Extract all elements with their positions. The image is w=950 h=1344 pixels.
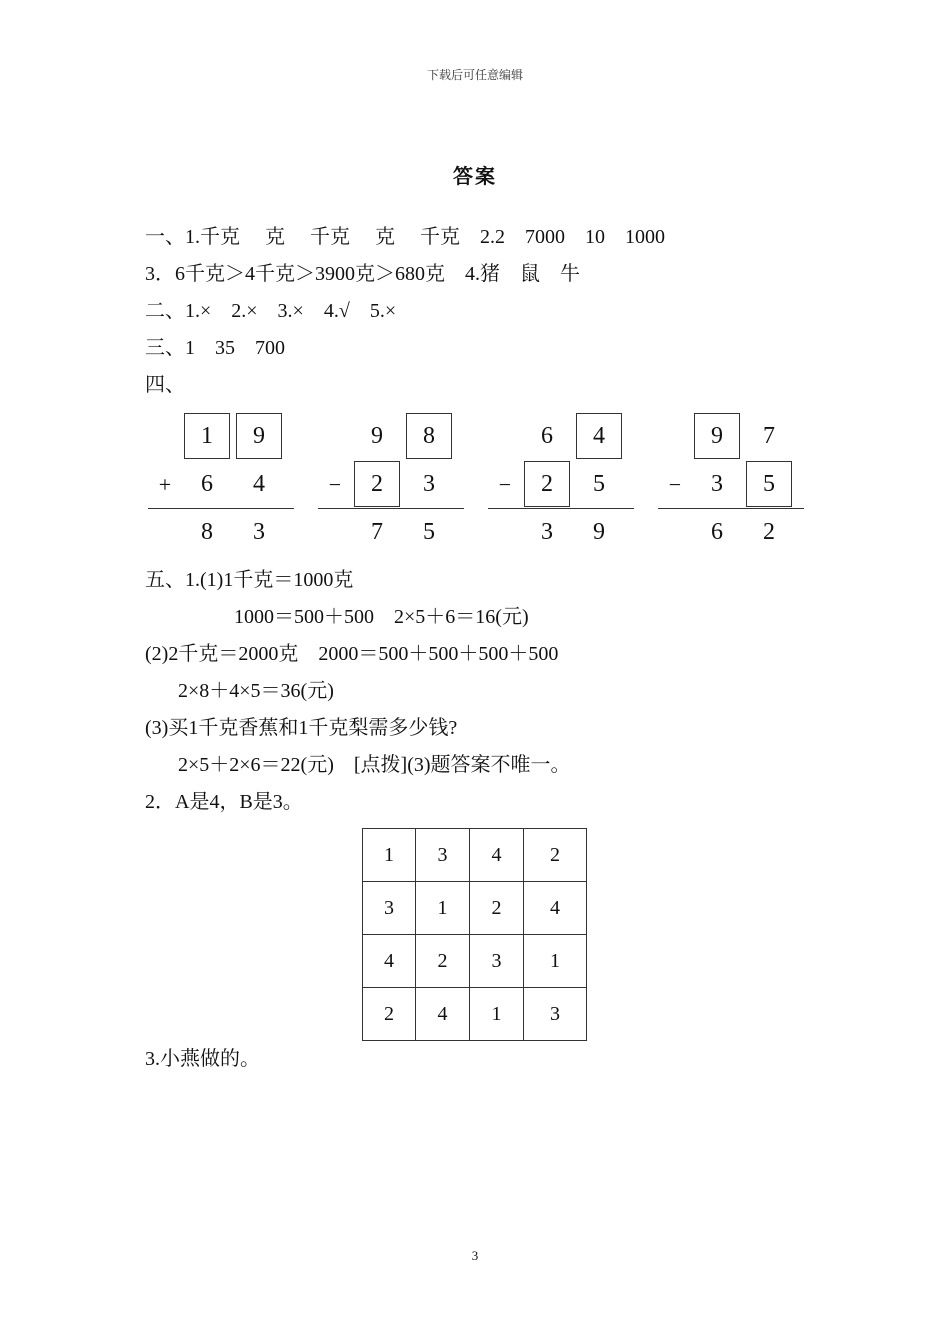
- grid-cell: 3: [470, 935, 524, 988]
- digit: 4: [253, 471, 265, 497]
- digit: 9: [371, 423, 383, 449]
- grid-cell: 2: [524, 829, 587, 882]
- number-grid: [362, 828, 587, 1041]
- answer-section-2: 二、1.× 2.× 3.× 4.√ 5.×: [145, 300, 397, 322]
- grid-cell: 2: [416, 935, 470, 988]
- answer-section-3: 三、1 35 700: [145, 337, 285, 359]
- arith-problem-2: [318, 410, 468, 545]
- digit-box: 9: [236, 413, 282, 459]
- grid-cell: 3: [416, 829, 470, 882]
- grid-row: [363, 829, 587, 882]
- answer-section-5-line-2: 1000＝500＋500 2×5＋6＝16(元): [234, 606, 529, 628]
- answer-section-5-line-8: 3.小燕做的。: [145, 1048, 260, 1070]
- digit-box: 2: [524, 461, 570, 507]
- grid-cell: 4: [524, 882, 587, 935]
- result-digit: 8: [201, 519, 213, 545]
- grid-row: [363, 882, 587, 935]
- page-number: 3: [471, 1248, 479, 1263]
- grid-cell: 2: [470, 882, 524, 935]
- result-digit: 3: [253, 519, 265, 545]
- page-title: 答案: [453, 166, 497, 188]
- digit-box: 4: [576, 413, 622, 459]
- digit: 3: [711, 471, 723, 497]
- digit: 6: [201, 471, 213, 497]
- operator: −: [328, 472, 342, 497]
- digit: 5: [593, 471, 605, 497]
- digit-box: 5: [746, 461, 792, 507]
- grid-cell: 4: [470, 829, 524, 882]
- answer-section-5-line-7: 2．A是4，B是3。: [145, 791, 303, 813]
- grid-cell: 3: [363, 882, 416, 935]
- digit: 7: [763, 423, 775, 449]
- arith-problem-3: [488, 410, 638, 545]
- digit-box: 9: [694, 413, 740, 459]
- grid-cell: 2: [363, 988, 416, 1041]
- result-digit: 5: [423, 519, 435, 545]
- grid-cell: 1: [363, 829, 416, 882]
- operator: −: [498, 472, 512, 497]
- answer-section-5-line-3: (2)2千克＝2000克 2000＝500＋500＋500＋500: [145, 643, 559, 665]
- grid-cell: 4: [363, 935, 416, 988]
- grid-cell: 4: [416, 988, 470, 1041]
- arith-problem-1: [148, 410, 298, 545]
- digit-box: 8: [406, 413, 452, 459]
- result-digit: 3: [541, 519, 553, 545]
- result-digit: 6: [711, 519, 723, 545]
- answer-section-5-line-1: 五、1.(1)1千克＝1000克: [145, 569, 354, 591]
- answer-section-5-line-4: 2×8＋4×5＝36(元): [178, 680, 334, 702]
- digit-box: 1: [184, 413, 230, 459]
- grid-cell: 1: [416, 882, 470, 935]
- grid-cell: 1: [524, 935, 587, 988]
- digit-box: 2: [354, 461, 400, 507]
- answer-section-5-line-5: (3)买1千克香蕉和1千克梨需多少钱?: [145, 717, 458, 739]
- grid-cell: 3: [524, 988, 587, 1041]
- answer-section-5-line-6: 2×5＋2×6＝22(元) [点拨](3)题答案不唯一。: [178, 754, 571, 776]
- digit: 6: [541, 423, 553, 449]
- grid-row: [363, 935, 587, 988]
- operator: −: [668, 472, 682, 497]
- answer-section-1-line-2: 3．6千克＞4千克＞3900克＞680克 4.猪 鼠 牛: [145, 263, 580, 285]
- operator: +: [158, 472, 172, 497]
- result-digit: 7: [371, 519, 383, 545]
- answer-section-4-label: 四、: [145, 374, 185, 396]
- answer-section-1-line-1: 一、1.千克 克 千克 克 千克 2.2 7000 10 1000: [145, 226, 665, 248]
- grid-row: [363, 988, 587, 1041]
- result-digit: 2: [763, 519, 775, 545]
- grid-cell: 1: [470, 988, 524, 1041]
- page-header: 下载后可任意编辑: [426, 68, 523, 82]
- arith-problem-4: [658, 410, 808, 545]
- result-digit: 9: [593, 519, 605, 545]
- digit: 3: [423, 471, 435, 497]
